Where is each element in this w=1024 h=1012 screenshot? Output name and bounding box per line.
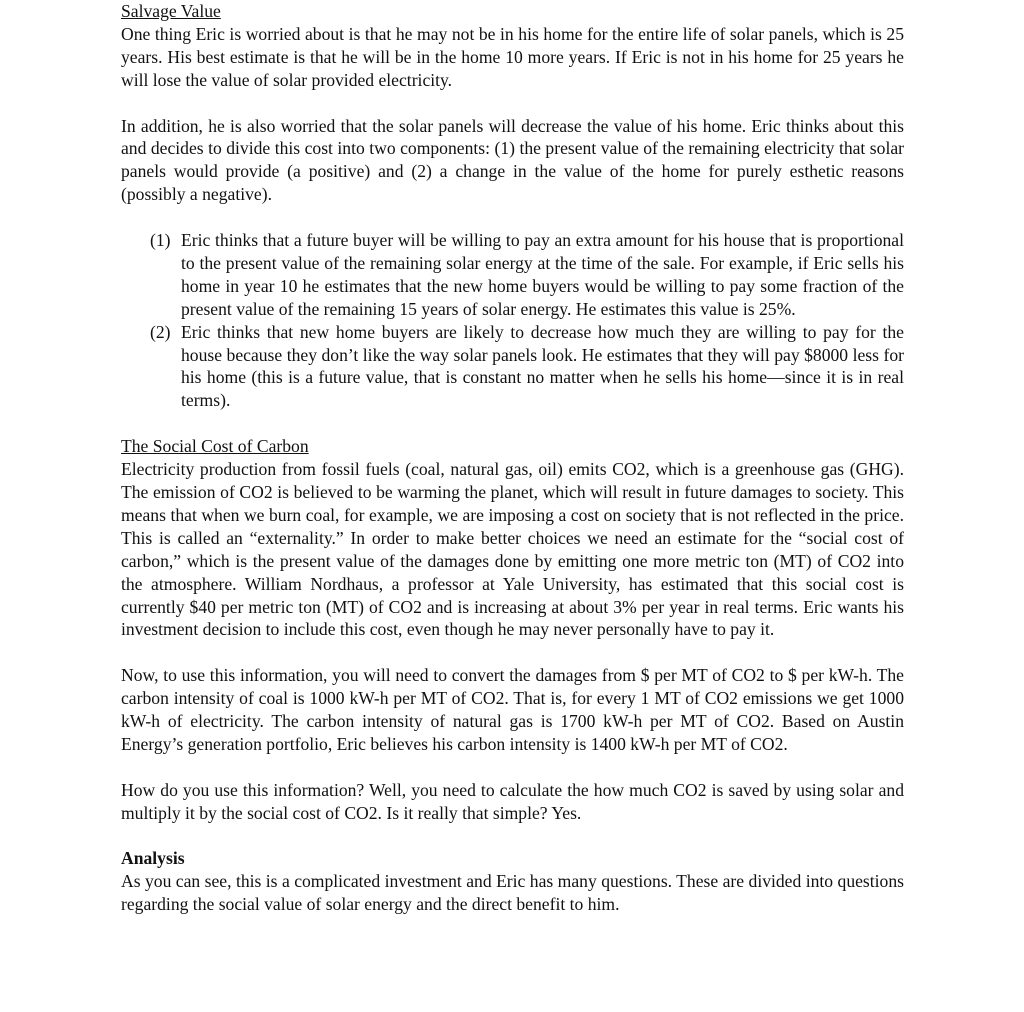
list-item-number: (2): [150, 321, 171, 342]
social-cost-of-carbon-section: [121, 435, 904, 824]
list-item-text: Eric thinks that new home buyers are likely to decrease how much they are willing to pay for the house because they don’t like the way solar panels look. He estimates that they will pay $8000 less for his home (this is a future value, that is constant no matter when he sells his home—since it is in real terms).: [181, 321, 904, 411]
analysis-heading: Analysis: [121, 848, 185, 869]
analysis-paragraph-1: As you can see, this is a complicated investment and Eric has many questions. These are divided into questions regarding the social value of solar energy and the direct benefit to him.: [121, 871, 904, 915]
salvage-components-list: [121, 229, 904, 412]
salvage-value-section: [121, 0, 904, 412]
salvage-paragraph-1: One thing Eric is worried about is that he may not be in his home for the entire life of solar panels, which is 25 years. His best estimate is that he will be in the home 10 more years. If Eric is not in his home for 25 years he will lose the value of solar provided electricity.: [121, 23, 904, 90]
document-page: [121, 0, 904, 916]
analysis-section: [121, 847, 904, 916]
salvage-value-heading: Salvage Value: [121, 1, 221, 21]
list-item: [150, 321, 904, 413]
list-item-number: (1): [150, 230, 171, 251]
salvage-paragraph-2: In addition, he is also worried that the solar panels will decrease the value of his home. Eric thinks about this and decides to divide this cost into two components: (1) the present value of the remaining electricity that solar panels would provide (a positive) and (2) a change in the value of the home for purely esthetic reasons (possibly a negative).: [121, 115, 904, 205]
carbon-paragraph-1: Electricity production from fossil fuels (coal, natural gas, oil) emits CO2, which is a greenhouse gas (GHG). The emission of CO2 is believed to be warming the planet, which will result in future damages to society. This means that when we burn coal, for example, we are imposing a cost on society that is not reflected in the price. This is called an “externality.” In order to make better choices we need an estimate for the “social cost of carbon,” which is the present value of the damages done by emitting one more metric ton (MT) of CO2 into the atmosphere. William Nordhaus, a professor at Yale University, has estimated that this social cost is currently $40 per metric ton (MT) of CO2 and is increasing at about 3% per year in real terms. Eric wants his investment decision to include this cost, even though he may never personally have to pay it.: [121, 459, 904, 640]
carbon-paragraph-2: Now, to use this information, you will need to convert the damages from $ per MT of CO2 to $ per kW-h. The carbon intensity of coal is 1000 kW-h per MT of CO2. That is, for every 1 MT of CO2 emissions we get 1000 kW-h of electricity. The carbon intensity of natural gas is 1700 kW-h per MT of CO2. Based on Austin Energy’s generation portfolio, Eric believes his carbon intensity is 1400 kW-h per MT of CO2.: [121, 665, 904, 754]
carbon-paragraph-3: How do you use this information? Well, you need to calculate the how much CO2 is saved by using solar and multiply it by the social cost of CO2. Is it really that simple? Yes.: [121, 779, 904, 823]
social-cost-heading: The Social Cost of Carbon: [121, 436, 309, 457]
list-item-text: Eric thinks that a future buyer will be willing to pay an extra amount for his house that is proportional to the present value of the remaining solar energy at the time of the sale. For example, if Eric sells his home in year 10 he estimates that the new home buyers would be willing to pay some fraction of the present value of the remaining 15 years of solar energy. He estimates this value is 25%.: [181, 230, 904, 319]
list-item: [150, 229, 904, 321]
